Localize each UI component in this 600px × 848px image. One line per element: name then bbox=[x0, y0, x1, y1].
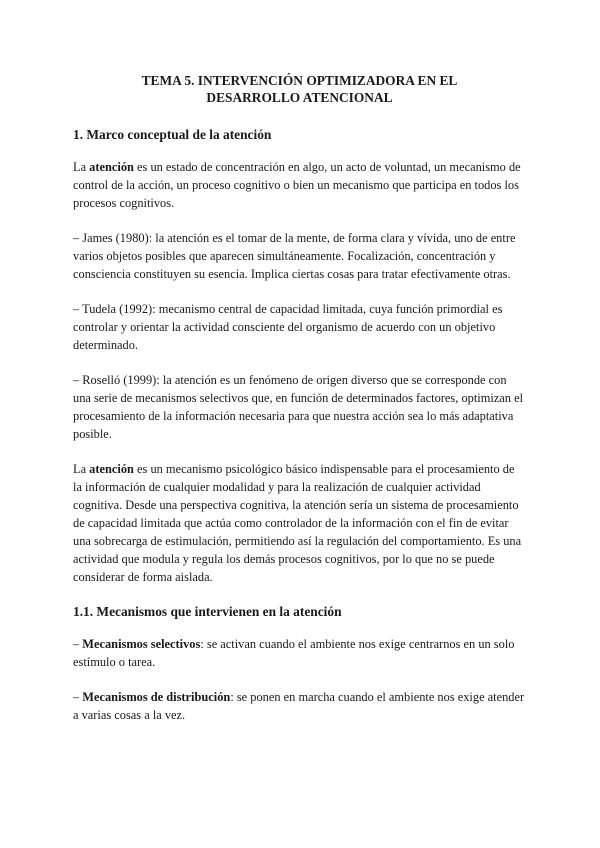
rosello-definition: – Roselló (1999): la atención es un fenómeno de origen diverso que se corresponde con una serie de mecanismos selectivos que, en función de determinados factores, optimizan el procesamiento de la información necesaria para que nuestra acción sea lo más adaptativa posible. bbox=[73, 373, 524, 441]
distribution-mechanisms-item: – Mecanismos de distribución: se ponen en marcha cuando el ambiente nos exige atender a varias cosas a la vez. bbox=[73, 690, 525, 722]
selective-mechanisms-item: – Mecanismos selectivos: se activan cuando el ambiente nos exige centrarnos en un solo estímulo o tarea. bbox=[73, 637, 515, 669]
document-title bbox=[73, 72, 526, 106]
term-atencion: atención bbox=[89, 462, 134, 476]
cognitive-paragraph: La atención es un mecanismo psicológico básico indispensable para el procesamiento de la información de cualquier modalidad y para la realización de cualquier actividad cognitiva. Desde una perspectiva cognitiva, la atención sería un sistema de procesamiento de capacidad limitada que actúa como controlador de la información con el fin de evitar una sobrecarga de estimulación, permitiendo así la regulación del comportamiento. Es una actividad que modula y regula los demás procesos cognitivos, por lo que no se puede considerar de forma aislada. bbox=[73, 462, 522, 584]
term-atencion: atención bbox=[89, 160, 134, 174]
title-line-1: TEMA 5. INTERVENCIÓN OPTIMIZADORA EN EL bbox=[141, 73, 458, 88]
tudela-definition: – Tudela (1992): mecanismo central de capacidad limitada, cuya función primordial es controlar y orientar la actividad consciente del organismo de acuerdo con un objetivo determinado. bbox=[73, 302, 503, 352]
term-selectivos: Mecanismos selectivos bbox=[82, 637, 201, 651]
title-line-2: DESARROLLO ATENCIONAL bbox=[206, 90, 393, 105]
term-distribucion: Mecanismos de distribución bbox=[82, 690, 231, 704]
section-1-heading: 1. Marco conceptual de la atención bbox=[73, 127, 272, 142]
james-definition: – James (1980): la atención es el tomar de la mente, de forma clara y vívida, uno de entre varios objetos posibles que aparecen simultáneamente. Focalización, concentración y consciencia constituyen su esencia. Implica ciertas cosas para tratar efectivamente otras. bbox=[73, 231, 516, 281]
definition-paragraph: La atención es un estado de concentración en algo, un acto de voluntad, un mecanismo de control de la acción, un proceso cognitivo o bien un mecanismo que participa en todos los procesos cognitivos. bbox=[73, 160, 521, 210]
section-1-1-heading: 1.1. Mecanismos que intervienen en la atención bbox=[73, 604, 342, 619]
